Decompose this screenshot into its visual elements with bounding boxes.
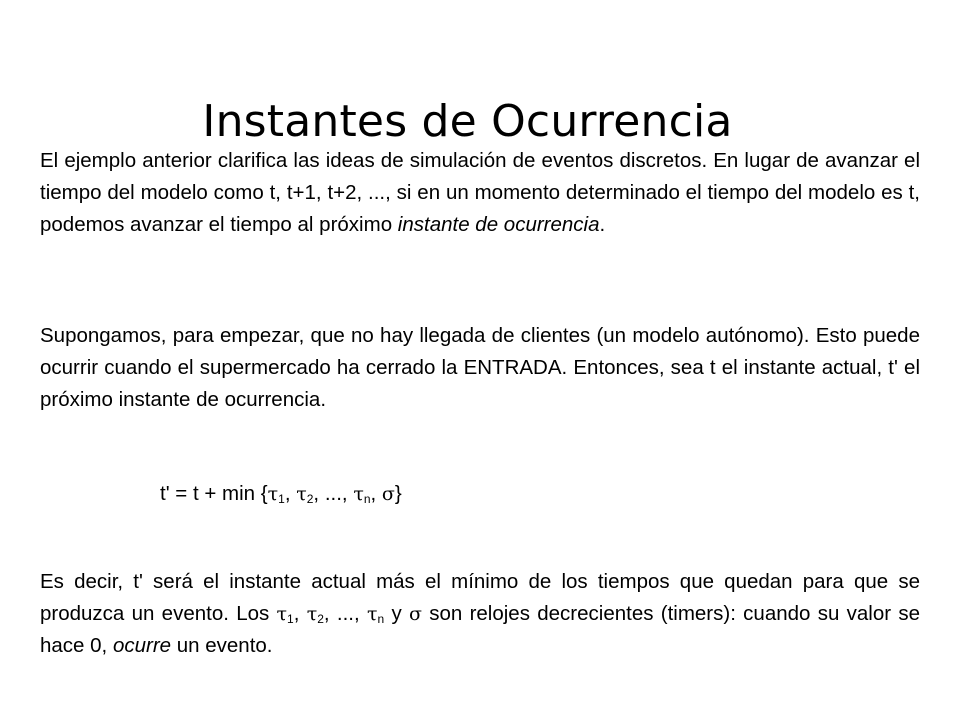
tau-symbol: τ [276, 603, 288, 625]
explanation-text-d: un evento. [171, 634, 273, 657]
subscript-2: 2 [317, 612, 324, 626]
comma: , [313, 482, 325, 505]
paragraph-autonomous: Supongamos, para empezar, que no hay llegada de clientes (un modelo autónomo). Esto puede ocurrir cuando el supermercado ha cerrado la ENTRADA. Entonces, sea t el instante actual, t' el próximo instante de ocurrencia. [40, 324, 920, 411]
formula [160, 478, 402, 510]
formula-close: } [394, 482, 402, 505]
explanation-text-a: Es decir, t' será el instante actual más el mínimo de los tiempos que quedan para que se produzca un evento. Los [40, 570, 920, 625]
paragraph-intro-text: El ejemplo anterior clarifica las ideas de simulación de eventos discretos. En lugar de avanzar el tiempo del modelo como t, t+1, t+2, ..., si en un momento determinado el tiempo del modelo es t, podemos avanzar el tiempo al próximo [40, 149, 920, 236]
ellipsis: ..., [336, 602, 367, 625]
slide-title: Instantes de Ocurrencia [202, 96, 733, 148]
tau-symbol: τ [353, 483, 364, 505]
emphasis-instante: instante de ocurrencia [397, 213, 600, 236]
sigma-symbol: σ [408, 603, 422, 625]
tau-symbol: τ [267, 483, 279, 505]
formula-lhs: t' = t + min { [160, 482, 268, 505]
comma: , [370, 482, 382, 505]
subscript-2: 2 [306, 492, 314, 506]
subscript-1: 1 [287, 612, 294, 626]
period: . [599, 213, 606, 236]
emphasis-ocurre: ocurre [112, 634, 172, 657]
paragraph-explanation [40, 566, 920, 662]
comma: , [323, 602, 337, 625]
subscript-n: n [363, 492, 371, 506]
comma: , [293, 602, 307, 625]
subscript-1: 1 [278, 492, 285, 506]
sigma-symbol: σ [381, 483, 395, 505]
tau-symbol: τ [306, 603, 318, 625]
subscript-n: n [377, 612, 385, 626]
tau-symbol: τ [296, 483, 307, 505]
ellipsis: ..., [324, 482, 354, 505]
comma: , [284, 482, 297, 505]
paragraph-intro [40, 145, 920, 241]
tau-symbol: τ [366, 603, 378, 625]
explanation-text-b: y [384, 602, 409, 625]
explanation-text-c: son relojes decrecientes (timers): cuando su valor se hace 0, [40, 602, 920, 657]
